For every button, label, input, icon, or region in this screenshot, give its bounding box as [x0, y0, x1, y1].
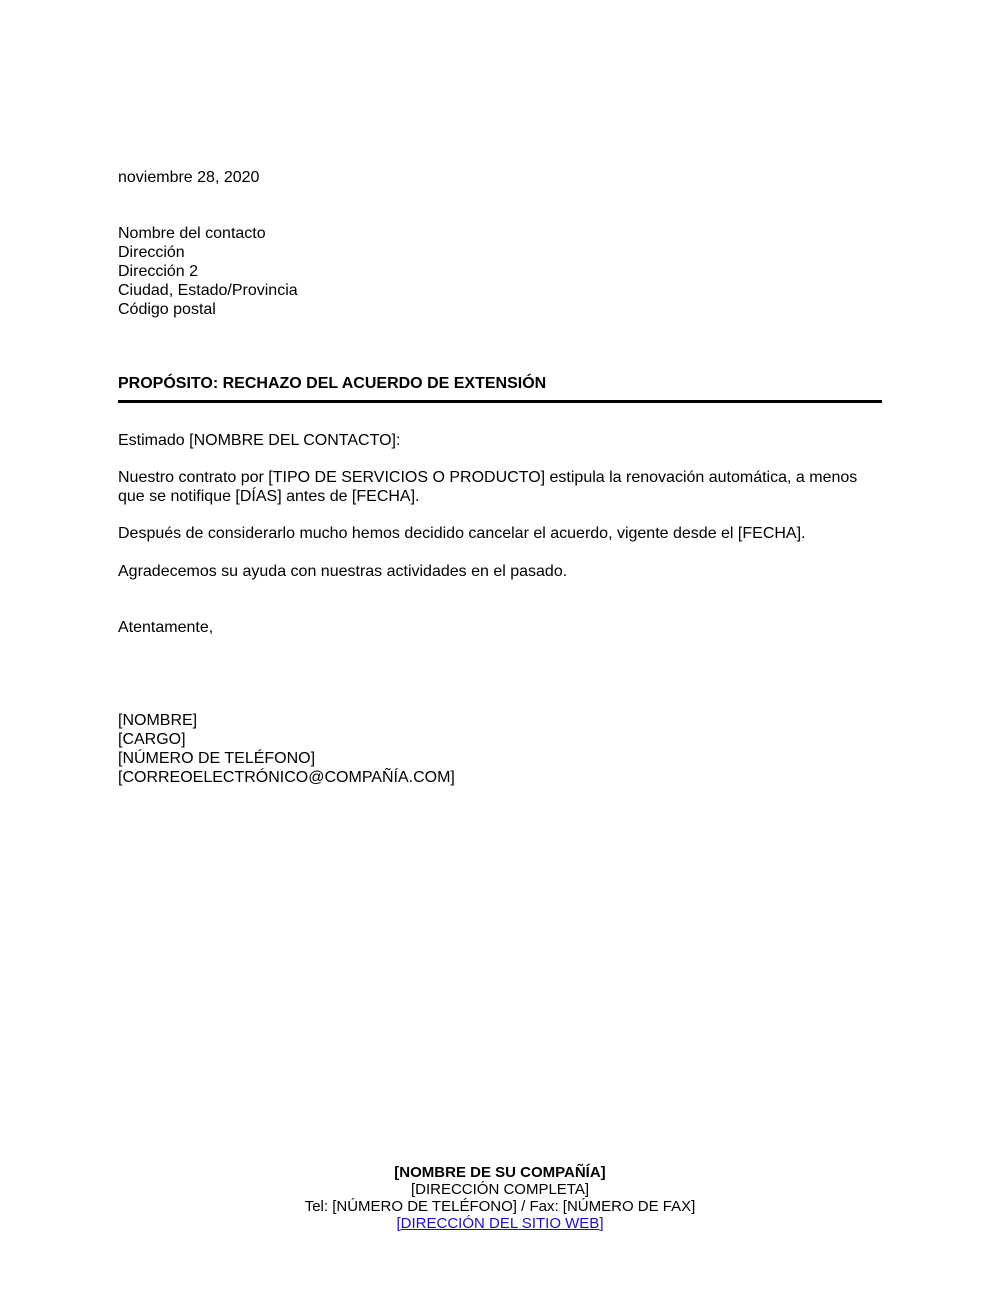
subject-heading: PROPÓSITO: RECHAZO DEL ACUERDO DE EXTENSIÓN	[118, 375, 547, 392]
recipient-address-line-1: Dirección	[118, 244, 185, 261]
salutation: Estimado [NOMBRE DEL CONTACTO]:	[118, 432, 401, 449]
signature-phone: [NÚMERO DE TELÉFONO]	[118, 750, 316, 767]
recipient-postal-code: Código postal	[118, 301, 216, 318]
signature-block	[118, 711, 455, 787]
recipient-city-state: Ciudad, Estado/Provincia	[118, 282, 298, 299]
body-paragraph-1: Nuestro contrato por [TIPO DE SERVICIOS O PRODUCTO] estipula la renovación automática, a menos que se notifique [DÍAS] antes de [FECHA].	[118, 469, 858, 505]
footer-company-name: [NOMBRE DE SU COMPAÑÍA]	[394, 1164, 606, 1181]
letter-date: noviembre 28, 2020	[118, 169, 260, 186]
closing: Atentamente,	[118, 619, 214, 636]
body-paragraph-2: Después de considerarlo mucho hemos decidido cancelar el acuerdo, vigente desde el [FECHA].	[118, 525, 806, 542]
footer-address: [DIRECCIÓN COMPLETA]	[410, 1181, 590, 1198]
subject-divider	[118, 400, 882, 403]
recipient-address-block	[118, 224, 298, 319]
footer-contact: Tel: [NÚMERO DE TELÉFONO] / Fax: [NÚMERO DE FAX]	[304, 1198, 696, 1215]
recipient-address-line-2: Dirección 2	[118, 263, 199, 280]
signature-email: [CORREOELECTRÓNICO@COMPAÑÍA.COM]	[118, 769, 455, 786]
signature-title: [CARGO]	[118, 731, 186, 748]
recipient-name: Nombre del contacto	[118, 225, 266, 242]
footer-website-link[interactable]: [DIRECCIÓN DEL SITIO WEB]	[396, 1215, 604, 1232]
body-paragraph-3: Agradecemos su ayuda con nuestras actividades en el pasado.	[118, 563, 568, 580]
signature-name: [NOMBRE]	[118, 712, 198, 729]
letterhead-footer	[0, 1164, 1000, 1232]
